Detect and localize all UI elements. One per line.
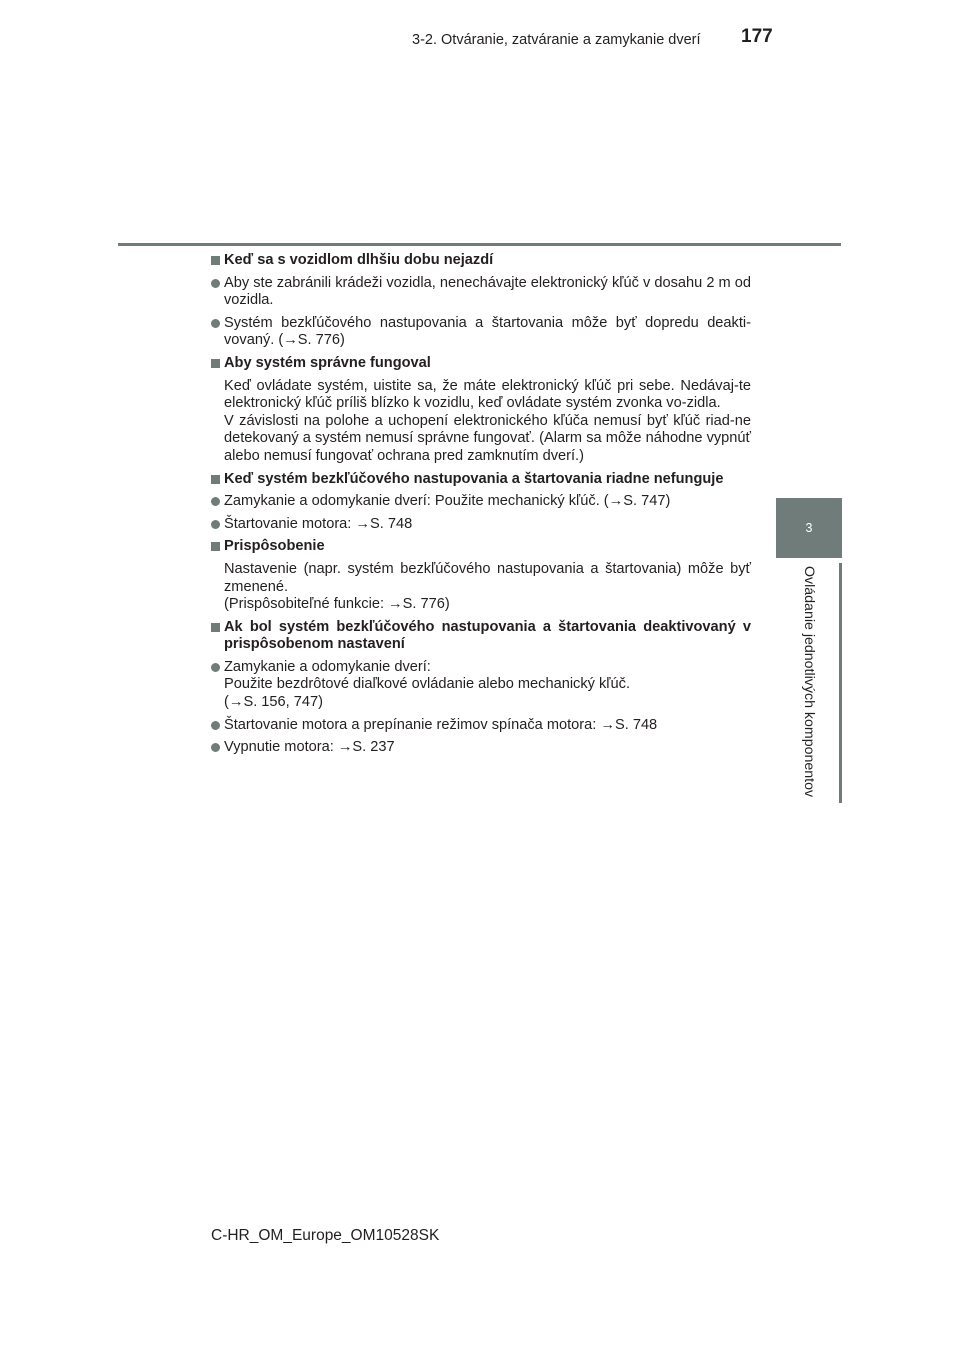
chapter-tab-rule [839,563,842,803]
list-item [211,275,751,310]
section-heading [211,355,751,373]
paragraph-text: Keď ovládate systém, uistite sa, že máte elektronický kľúč pri sebe. Nedávaj-te elektronický kľúč príliš blízko k vozidlu, keď ovládate systém zvonka vo-zidla. [224,377,751,412]
chapter-tab-number [776,498,842,558]
section-heading [211,538,751,556]
list-item-text: Vypnutie motora: →S. 237 [224,739,395,756]
paragraph-text: V závislosti na polohe a uchopení elektronického kľúča nemusí byť kľúč riad-ne detekovaný a systém nemusí správne fungovať. (Alarm sa môže náhodne vypnúť alebo nemusí fungovať ochrana pred zamknutím dverí.) [224,412,751,464]
round-bullet-icon [211,663,220,672]
square-bullet-icon [211,542,220,551]
list-item-text: Zamykanie a odomykanie dverí: Použite mechanický kľúč. (→S. 747) [224,493,671,510]
list-item [211,717,751,735]
heading-text: Ak bol systém bezkľúčového nastupovania a štartovania deaktivovaný v prispôsobenom nastavení [224,618,751,653]
list-item-text: Použite bezdrôtové diaľkové ovládanie alebo mechanický kľúč. [224,676,631,693]
round-bullet-icon [211,743,220,752]
square-bullet-icon [211,623,220,632]
document-code: C-HR_OM_Europe_OM10528SK [211,1227,440,1244]
list-item [211,493,751,511]
square-bullet-icon [211,475,220,484]
round-bullet-icon [211,721,220,730]
list-item [211,739,751,757]
paragraph [211,561,751,614]
list-item-text: Štartovanie motora: →S. 748 [224,515,413,532]
paragraph-text: (Prispôsobiteľné funkcie: →S. 776) [224,596,450,613]
section-heading [211,471,751,489]
paragraph-text: Nastavenie (napr. systém bezkľúčového nastupovania a štartovania) môže byť zmenené. [224,560,751,595]
section-heading [211,619,751,654]
round-bullet-icon [211,497,220,506]
list-item-text: Systém bezkľúčového nastupovania a štartovania môže byť dopredu deakti-vovaný. (→S. 776) [224,314,751,349]
round-bullet-icon [211,319,220,328]
list-item-text: Zamykanie a odomykanie dverí: [224,658,431,675]
list-item-text: Aby ste zabránili krádeži vozidla, nenechávajte elektronický kľúč v dosahu 2 m od vozidla. [224,274,751,309]
chapter-number: 3 [805,521,813,535]
list-item [211,659,751,712]
page-content [211,252,751,762]
round-bullet-icon [211,520,220,529]
heading-text: Prispôsobenie [224,538,325,555]
list-item-text: Štartovanie motora a prepínanie režimov spínača motora: →S. 748 [224,716,658,733]
heading-text: Aby systém správne fungoval [224,354,431,371]
square-bullet-icon [211,256,220,265]
section-title: 3-2. Otváranie, zatváranie a zamykanie dverí [412,32,701,48]
list-item [211,516,751,534]
heading-text: Keď sa s vozidlom dlhšiu dobu nejazdí [224,252,494,268]
square-bullet-icon [211,359,220,368]
round-bullet-icon [211,279,220,288]
list-item-text: (→S. 156, 747) [224,694,323,711]
header-rule [118,243,841,246]
section-heading [211,252,751,270]
list-item [211,315,751,350]
paragraph [211,378,751,466]
page-number: 177 [741,26,773,47]
chapter-tab-title: Ovládanie jednotlivých komponentov [801,566,817,798]
heading-text: Keď systém bezkľúčového nastupovania a štartovania riadne nefunguje [224,470,724,487]
